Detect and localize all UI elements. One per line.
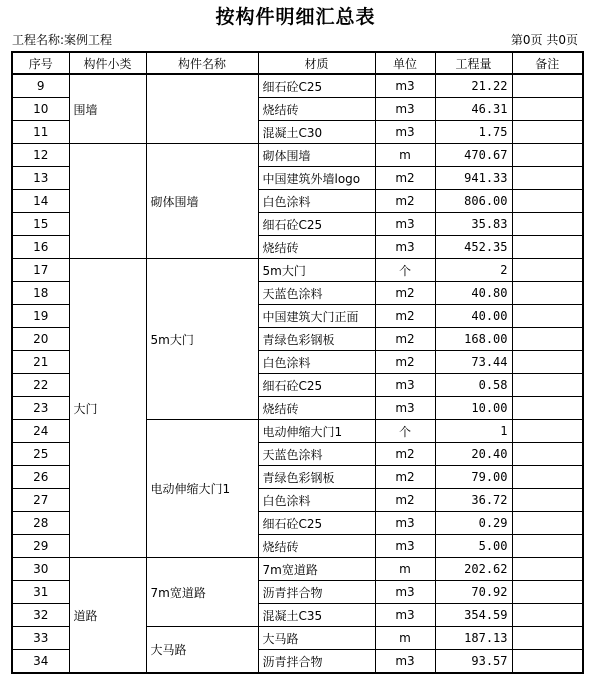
row-number: 32: [12, 604, 69, 627]
row-number: 27: [12, 489, 69, 512]
component-name-cell: 7m宽道路: [146, 558, 258, 627]
note-cell: [512, 604, 583, 627]
unit-cell: m3: [375, 98, 435, 121]
row-number: 30: [12, 558, 69, 581]
material-cell: 烧结砖: [258, 98, 375, 121]
material-cell: 青绿色彩钢板: [258, 328, 375, 351]
page-info: 第0页 共0页: [510, 33, 578, 47]
quantity-cell: 46.31: [435, 98, 512, 121]
unit-cell: m3: [375, 512, 435, 535]
row-number: 18: [12, 282, 69, 305]
summary-table: [11, 51, 584, 674]
project-name: 工程名称:案例工程: [12, 33, 113, 47]
quantity-cell: 0.58: [435, 374, 512, 397]
note-cell: [512, 190, 583, 213]
unit-cell: m3: [375, 604, 435, 627]
header-cell: 单位: [375, 52, 435, 74]
table-row: [12, 74, 583, 98]
note-cell: [512, 167, 583, 190]
note-cell: [512, 259, 583, 282]
category-cell: 大门: [69, 259, 146, 558]
unit-cell: 个: [375, 420, 435, 443]
material-cell: 电动伸缩大门1: [258, 420, 375, 443]
quantity-cell: 21.22: [435, 74, 512, 98]
row-number: 17: [12, 259, 69, 282]
unit-cell: m: [375, 627, 435, 650]
material-cell: 沥青拌合物: [258, 581, 375, 604]
quantity-cell: 168.00: [435, 328, 512, 351]
header-cell: 序号: [12, 52, 69, 74]
row-number: 31: [12, 581, 69, 604]
material-cell: 烧结砖: [258, 535, 375, 558]
row-number: 19: [12, 305, 69, 328]
row-number: 33: [12, 627, 69, 650]
unit-cell: m3: [375, 121, 435, 144]
category-cell: 道路: [69, 558, 146, 674]
row-number: 9: [12, 74, 69, 98]
note-cell: [512, 74, 583, 98]
quantity-cell: 10.00: [435, 397, 512, 420]
quantity-cell: 40.80: [435, 282, 512, 305]
unit-cell: m2: [375, 167, 435, 190]
quantity-cell: 70.92: [435, 581, 512, 604]
row-number: 24: [12, 420, 69, 443]
quantity-cell: 187.13: [435, 627, 512, 650]
material-cell: 细石砼C25: [258, 512, 375, 535]
note-cell: [512, 374, 583, 397]
note-cell: [512, 420, 583, 443]
note-cell: [512, 443, 583, 466]
material-cell: 中国建筑大门正面: [258, 305, 375, 328]
material-cell: 大马路: [258, 627, 375, 650]
header-cell: 备注: [512, 52, 583, 74]
row-number: 12: [12, 144, 69, 167]
unit-cell: m3: [375, 650, 435, 674]
note-cell: [512, 121, 583, 144]
note-cell: [512, 305, 583, 328]
material-cell: 混凝土C35: [258, 604, 375, 627]
unit-cell: m3: [375, 213, 435, 236]
unit-cell: m3: [375, 397, 435, 420]
category-cell: [69, 144, 146, 259]
material-cell: 白色涂料: [258, 351, 375, 374]
quantity-cell: 0.29: [435, 512, 512, 535]
note-cell: [512, 351, 583, 374]
material-cell: 天蓝色涂料: [258, 282, 375, 305]
row-number: 16: [12, 236, 69, 259]
row-number: 34: [12, 650, 69, 674]
quantity-cell: 1: [435, 420, 512, 443]
row-number: 13: [12, 167, 69, 190]
material-cell: 混凝土C30: [258, 121, 375, 144]
header-cell: 构件名称: [146, 52, 258, 74]
quantity-cell: 35.83: [435, 213, 512, 236]
quantity-cell: 470.67: [435, 144, 512, 167]
unit-cell: m2: [375, 443, 435, 466]
material-cell: 白色涂料: [258, 489, 375, 512]
note-cell: [512, 98, 583, 121]
material-cell: 砌体围墙: [258, 144, 375, 167]
table-row: [12, 144, 583, 167]
note-cell: [512, 466, 583, 489]
row-number: 10: [12, 98, 69, 121]
unit-cell: m2: [375, 305, 435, 328]
material-cell: 5m大门: [258, 259, 375, 282]
unit-cell: m2: [375, 328, 435, 351]
row-number: 21: [12, 351, 69, 374]
note-cell: [512, 144, 583, 167]
unit-cell: m2: [375, 190, 435, 213]
note-cell: [512, 236, 583, 259]
quantity-cell: 36.72: [435, 489, 512, 512]
quantity-cell: 202.62: [435, 558, 512, 581]
note-cell: [512, 489, 583, 512]
note-cell: [512, 558, 583, 581]
row-number: 15: [12, 213, 69, 236]
header-cell: 工程量: [435, 52, 512, 74]
unit-cell: m2: [375, 489, 435, 512]
row-number: 28: [12, 512, 69, 535]
row-number: 20: [12, 328, 69, 351]
note-cell: [512, 650, 583, 674]
quantity-cell: 941.33: [435, 167, 512, 190]
header-cell: 材质: [258, 52, 375, 74]
quantity-cell: 79.00: [435, 466, 512, 489]
note-cell: [512, 535, 583, 558]
note-cell: [512, 213, 583, 236]
component-name-cell: 砌体围墙: [146, 144, 258, 259]
table-row: [12, 558, 583, 581]
component-name-cell: 电动伸缩大门1: [146, 420, 258, 558]
unit-cell: m: [375, 144, 435, 167]
quantity-cell: 73.44: [435, 351, 512, 374]
unit-cell: m2: [375, 282, 435, 305]
category-cell: 围墙: [69, 74, 146, 144]
note-cell: [512, 328, 583, 351]
material-cell: 沥青拌合物: [258, 650, 375, 674]
quantity-cell: 20.40: [435, 443, 512, 466]
note-cell: [512, 512, 583, 535]
unit-cell: m3: [375, 535, 435, 558]
material-cell: 细石砼C25: [258, 74, 375, 98]
row-number: 22: [12, 374, 69, 397]
material-cell: 细石砼C25: [258, 374, 375, 397]
component-name-cell: [146, 74, 258, 144]
report-title: 按构件明细汇总表: [215, 6, 376, 28]
material-cell: 天蓝色涂料: [258, 443, 375, 466]
material-cell: 细石砼C25: [258, 213, 375, 236]
table-row: [12, 259, 583, 282]
note-cell: [512, 397, 583, 420]
unit-cell: m3: [375, 74, 435, 98]
quantity-cell: 2: [435, 259, 512, 282]
material-cell: 青绿色彩钢板: [258, 466, 375, 489]
quantity-cell: 452.35: [435, 236, 512, 259]
row-number: 29: [12, 535, 69, 558]
row-number: 26: [12, 466, 69, 489]
unit-cell: m3: [375, 581, 435, 604]
material-cell: 白色涂料: [258, 190, 375, 213]
unit-cell: m3: [375, 374, 435, 397]
unit-cell: m2: [375, 351, 435, 374]
quantity-cell: 40.00: [435, 305, 512, 328]
note-cell: [512, 581, 583, 604]
quantity-cell: 5.00: [435, 535, 512, 558]
note-cell: [512, 282, 583, 305]
unit-cell: m: [375, 558, 435, 581]
header-row: [12, 52, 583, 74]
component-name-cell: 5m大门: [146, 259, 258, 420]
quantity-cell: 1.75: [435, 121, 512, 144]
unit-cell: 个: [375, 259, 435, 282]
unit-cell: m2: [375, 466, 435, 489]
header-cell: 构件小类: [69, 52, 146, 74]
row-number: 25: [12, 443, 69, 466]
quantity-cell: 806.00: [435, 190, 512, 213]
row-number: 14: [12, 190, 69, 213]
material-cell: 7m宽道路: [258, 558, 375, 581]
row-number: 23: [12, 397, 69, 420]
component-name-cell: 大马路: [146, 627, 258, 674]
quantity-cell: 354.59: [435, 604, 512, 627]
note-cell: [512, 627, 583, 650]
material-cell: 烧结砖: [258, 397, 375, 420]
material-cell: 中国建筑外墙logo: [258, 167, 375, 190]
quantity-cell: 93.57: [435, 650, 512, 674]
unit-cell: m3: [375, 236, 435, 259]
material-cell: 烧结砖: [258, 236, 375, 259]
row-number: 11: [12, 121, 69, 144]
